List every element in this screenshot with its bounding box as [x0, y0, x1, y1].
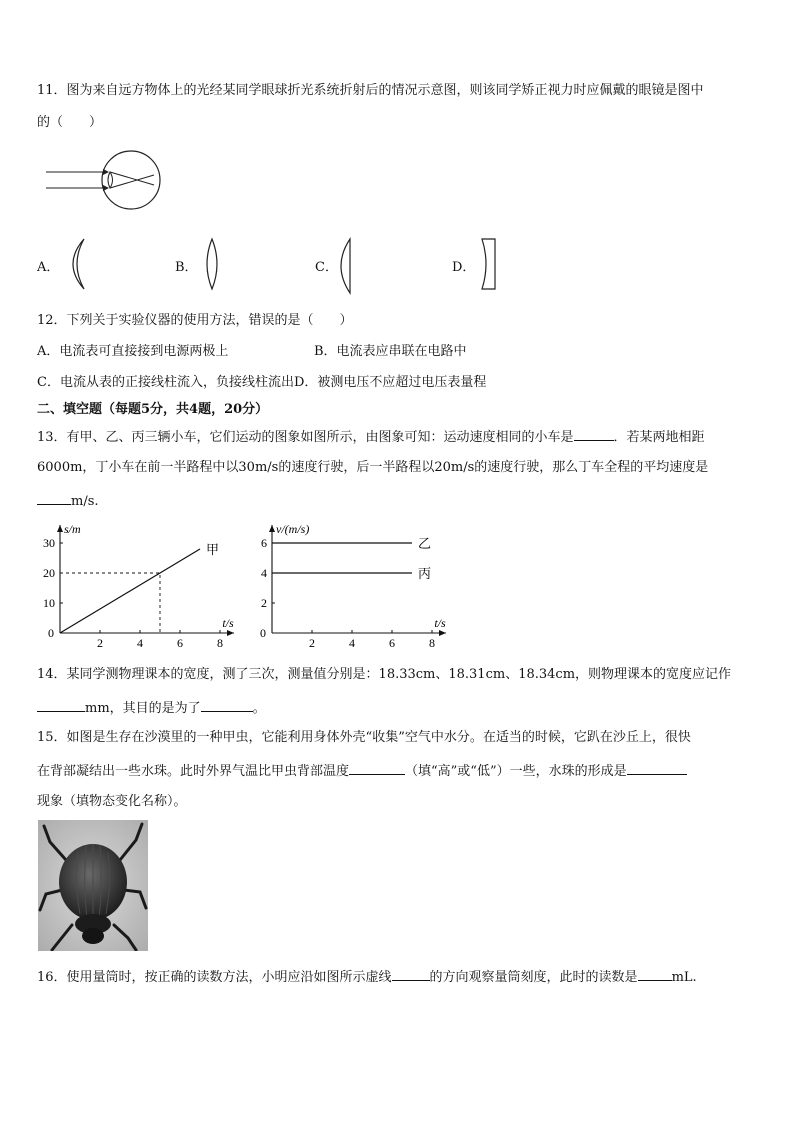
q16-text-a: 16．使用量筒时，按正确的读数方法，小明应沿如图所示虚线	[37, 970, 392, 985]
vt-series-label: 丙	[418, 566, 432, 581]
q12-option-a[interactable]: A．电流表可直接接到电源两极上	[37, 344, 229, 359]
q13-text-1b: ．若某两地相距	[613, 430, 705, 445]
q14-blank-2[interactable]	[201, 699, 253, 712]
st-x-tick-label: 2	[97, 636, 103, 650]
vt-series-label: 乙	[418, 536, 432, 551]
vt-x-tick-label: 6	[389, 636, 395, 650]
st-y-tick-label: 20	[43, 566, 55, 580]
q13-text-3: m/s.	[71, 494, 99, 509]
vt-x-tick-label: 8	[429, 636, 435, 650]
vt-x-tick-label: 4	[349, 636, 355, 650]
q16-blank-1[interactable]	[392, 968, 430, 981]
q15-blank-2[interactable]	[627, 762, 687, 775]
st-y-axis-label: s/m	[64, 522, 81, 536]
q16-line	[37, 968, 697, 986]
eye-diagram	[44, 147, 164, 213]
q15-text-2b: （填“高”或“低”）一些，水珠的形成是	[405, 764, 627, 779]
q13-text-1a: 13．有甲、乙、丙三辆小车，它们运动的图象如图所示，由图象可知：运动速度相同的小车是	[37, 430, 574, 445]
q15-line3: 现象（填物态变化名称）。	[37, 794, 187, 809]
lens-c-plano-convex-icon	[336, 236, 358, 296]
q15-line2	[37, 762, 687, 780]
st-y-tick-label: 30	[43, 536, 55, 550]
q14-blank-1[interactable]	[37, 699, 85, 712]
vt-x-axis-label: t/s	[434, 616, 446, 630]
lens-d-plano-concave-icon	[478, 236, 500, 292]
vt-y-tick-label: 2	[261, 596, 267, 610]
q11-stem-line2: 的（ ）	[37, 115, 103, 130]
q11-option-c[interactable]: C．	[315, 260, 338, 275]
q13-blank-1[interactable]	[574, 428, 614, 441]
q14-line1: 14．某同学测物理课本的宽度，测了三次，测量值分别是：18.33cm、18.31cm、18.34cm，则物理课本的宽度应记作	[37, 667, 732, 682]
st-x-axis-label: t/s	[222, 616, 234, 630]
eye-lens	[108, 172, 113, 188]
q16-text-b: 的方向观察量筒刻度，此时的读数是	[429, 970, 638, 985]
q13-line1	[37, 428, 705, 446]
q13-line3	[37, 492, 99, 510]
st-y-tick-label: 10	[43, 596, 55, 610]
vt-origin-label: 0	[260, 626, 266, 640]
q12-option-b[interactable]: B．电流表应串联在电路中	[314, 344, 467, 359]
st-x-tick-label: 6	[177, 636, 183, 650]
vt-y-tick-label: 4	[261, 566, 267, 580]
q13-line2: 6000m，丁小车在前一半路程中以30m/s的速度行驶，后一半路程以20m/s的速度行驶，那么丁车全程的平均速度是	[37, 460, 709, 475]
q14-text-2a: mm，其目的是为了	[85, 701, 201, 716]
q15-blank-1[interactable]	[349, 762, 405, 775]
st-x-tick-label: 4	[137, 636, 143, 650]
vt-x-arrow	[439, 630, 446, 636]
q15-text-2a: 在背部凝结出一些水珠。此时外界气温比甲虫背部温度	[37, 764, 350, 779]
st-series-line	[60, 549, 200, 633]
q11-option-a[interactable]: A．	[37, 260, 60, 275]
st-origin-label: 0	[48, 626, 54, 640]
q11-stem-line1: 11．图为来自远方物体上的光经某同学眼球折光系统折射后的情况示意图，则该同学矫正视力时应佩戴的眼镜是图中	[37, 83, 704, 98]
q15-line1: 15．如图是生存在沙漠里的一种甲虫，它能利用身体外壳“收集”空气中水分。在适当的时候，它趴在沙丘上，很快	[37, 730, 691, 745]
q13-blank-2[interactable]	[37, 492, 71, 505]
st-x-tick-label: 8	[217, 636, 223, 650]
section-heading: 二、填空题（每题5分，共4题，20分）	[37, 402, 269, 417]
q11-option-d[interactable]: D．	[452, 260, 476, 275]
vt-y-arrow	[269, 525, 275, 532]
eyeball-outline	[102, 151, 160, 209]
chart-v-t	[250, 522, 450, 650]
q16-blank-2[interactable]	[638, 968, 672, 981]
st-series-label: 甲	[206, 542, 220, 557]
lens-b-convex-icon	[200, 236, 224, 292]
q12-option-cd[interactable]: C．电流从表的正接线柱流入，负接线柱流出D．被测电压不应超过电压表量程	[37, 375, 487, 390]
chart-s-t	[30, 522, 250, 650]
st-x-arrow	[227, 630, 234, 636]
q16-text-c: mL.	[671, 970, 697, 985]
vt-x-tick-label: 2	[309, 636, 315, 650]
vt-y-tick-label: 6	[261, 536, 267, 550]
q14-text-2b: 。	[252, 701, 266, 716]
q12-stem: 12．下列关于实验仪器的使用方法，错误的是（ ）	[37, 313, 353, 328]
vt-y-axis-label: v/(m/s)	[276, 522, 310, 536]
st-y-arrow	[57, 525, 63, 532]
beetle-photo	[38, 820, 148, 951]
q11-option-b[interactable]: B．	[175, 260, 198, 275]
lens-a-concave-meniscus-icon	[60, 236, 90, 292]
q14-line2	[37, 699, 266, 717]
